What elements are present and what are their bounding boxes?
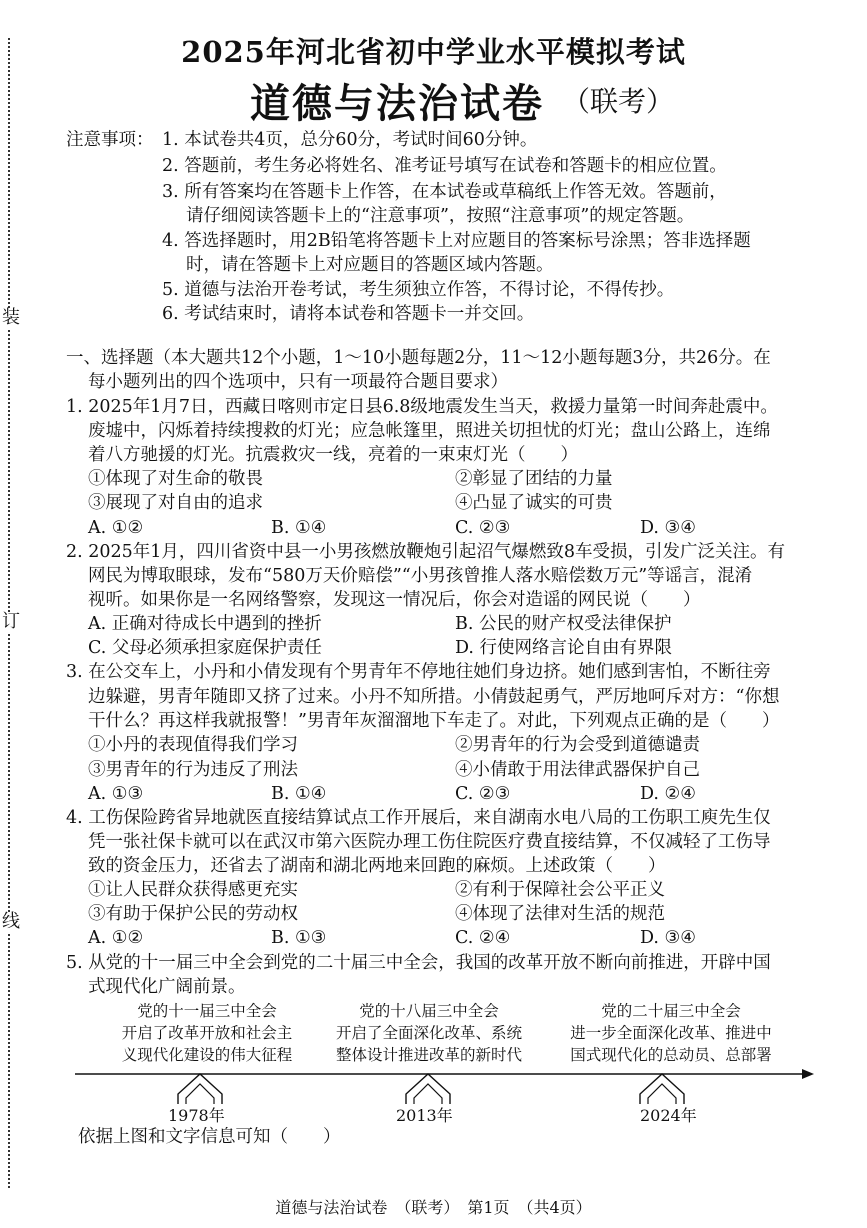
notice-line-5: 5. 道德与法治开卷考试，考生须独立作答，不得讨论，不得传抄。: [162, 280, 675, 300]
timeline-marker-2024-inner: [648, 1084, 676, 1104]
timeline-event-1-desc-2: 义现代化建设的伟大征程: [121, 1046, 293, 1064]
q5-stem-line-2: 式现代化广阔前景。: [88, 977, 246, 997]
q4-item-2: ②有利于保障社会公平正义: [455, 880, 665, 900]
q3-stem-line-2: 边躲避，男青年随即又挤了过来。小丹不知所措。小倩鼓起勇气，严厉地呵斥对方：“你想: [88, 687, 780, 707]
q1-item-4: ④凸显了诚实的可贵: [455, 493, 613, 513]
q2-stem-line-1: 2. 2025年1月，四川省资中县一小男孩燃放鞭炮引起沼气爆燃致8车受损，引发广泛关注。有: [66, 542, 786, 562]
exam-title: 2025年河北省初中学业水平模拟考试: [181, 35, 686, 69]
timeline-marker-2013: [406, 1074, 450, 1104]
timeline-marker-2013-inner: [414, 1084, 442, 1104]
q2-stem-line-2: 网民为博取眼球，发布“580万天价赔偿”“小男孩曾推人落水赔偿数万元”等谣言，混淆: [88, 566, 753, 586]
section-heading-cont: 每小题列出的四个选项中，只有一项最符合题目要求）: [88, 372, 508, 392]
timeline-event-3-desc-1: 进一步全面深化改革、推进中: [570, 1024, 772, 1042]
notice-label: 注意事项：: [66, 130, 154, 150]
paper-subtitle-note: （联考）: [562, 85, 675, 118]
q3-option-c: C. ②③: [455, 784, 511, 804]
notice-line-3b: 请仔细阅读答题卡上的“注意事项”，按照“注意事项”的规定答题。: [186, 206, 695, 226]
q4-stem-line-3: 致的资金压力，还省去了湖南和湖北两地来回跑的麻烦。上述政策（ ）: [88, 856, 666, 876]
q1-stem-line-1: 1. 2025年1月7日，西藏日喀则市定日县6.8级地震发生当天，救援力量第一时间奔赴震中。: [66, 397, 778, 417]
timeline-arrow-head: [802, 1069, 814, 1079]
timeline-year-2024: 2024年: [640, 1106, 697, 1125]
q1-item-2: ②彰显了团结的力量: [455, 469, 613, 489]
timeline-event-2-desc-1: 开启了全面深化改革、系统: [335, 1024, 522, 1042]
notice-line-2: 2. 答题前，考生务必将姓名、准考证号填写在试卷和答题卡的相应位置。: [162, 156, 727, 176]
q4-item-4: ④体现了法律对生活的规范: [455, 904, 665, 924]
timeline-event-1-title: 党的十一届三中全会: [137, 1002, 277, 1020]
q4-item-1: ①让人民群众获得感更充实: [88, 880, 298, 900]
q3-option-b: B. ①④: [271, 784, 327, 804]
q1-stem-line-2: 废墟中，闪烁着持续搜救的灯光；应急帐篷里，照进关切担忧的灯光；盘山公路上，连绵: [88, 421, 771, 441]
q3-item-2: ②男青年的行为会受到道德谴责: [455, 735, 700, 755]
q1-option-d: D. ③④: [640, 518, 696, 538]
q4-stem-line-2: 凭一张社保卡就可以在武汉市第六医院办理工伤住院医疗费直接结算，不仅减轻了工伤导: [88, 832, 771, 852]
q4-stem-line-1: 4. 工伤保险跨省异地就医直接结算试点工作开展后，来自湖南水电八局的工伤职工庾先生仅: [66, 808, 771, 828]
notice-line-4b: 时，请在答题卡上对应题目的答题区域内答题。: [186, 255, 554, 275]
section-heading: 一、选择题（本大题共12个小题，1～10小题每题2分，11～12小题每题3分，共26分。在: [66, 348, 771, 368]
q2-stem-line-3: 视听。如果你是一名网络警察，发现这一情况后，你会对造谣的网民说（ ）: [88, 590, 701, 610]
q3-option-d: D. ②④: [640, 784, 696, 804]
binding-char-zhuang: 装: [2, 307, 20, 328]
timeline-year-1978: 1978年: [168, 1106, 225, 1125]
q1-item-1: ①体现了对生命的敬畏: [88, 469, 263, 489]
q4-item-3: ③有助于保护公民的劳动权: [88, 904, 298, 924]
timeline-marker-1978-inner: [186, 1084, 214, 1104]
timeline-event-3-desc-2: 国式现代化的总动员、总部署: [570, 1046, 772, 1064]
q2-option-d: D. 行使网络言论自由有界限: [455, 638, 673, 658]
timeline-event-2-desc-2: 整体设计推进改革的新时代: [335, 1046, 522, 1064]
page-footer: 道德与法治试卷 （联考） 第1页 （共4页）: [275, 1198, 592, 1217]
timeline-marker-2024: [640, 1074, 684, 1104]
q4-option-c: C. ②④: [455, 928, 511, 948]
binding-char-xian: 线: [2, 911, 20, 932]
q5-prompt: 依据上图和文字信息可知（ ）: [78, 1127, 341, 1147]
q1-option-a: A. ①②: [88, 518, 144, 538]
q5-stem-line-1: 5. 从党的十一届三中全会到党的二十届三中全会，我国的改革开放不断向前推进，开辟中国: [66, 953, 771, 973]
q2-option-a: A. 正确对待成长中遇到的挫折: [88, 614, 322, 634]
timeline-event-2-title: 党的十八届三中全会: [359, 1002, 499, 1020]
notice-line-6: 6. 考试结束时，请将本试卷和答题卡一并交回。: [162, 304, 535, 324]
notice-line-1: 1. 本试卷共4页，总分60分，考试时间60分钟。: [162, 130, 538, 150]
q3-item-1: ①小丹的表现值得我们学习: [88, 735, 298, 755]
q3-item-3: ③男青年的行为违反了刑法: [88, 760, 298, 780]
binding-char-ding: 订: [2, 611, 20, 632]
q2-option-b: B. 公民的财产权受法律保护: [455, 614, 672, 634]
q1-stem-line-3: 着八方驰援的灯光。抗震救灾一线，亮着的一束束灯光（ ）: [88, 445, 578, 465]
timeline-marker-1978: [178, 1074, 222, 1104]
q3-option-a: A. ①③: [88, 784, 144, 804]
q1-item-3: ③展现了对自由的追求: [88, 493, 263, 513]
q4-option-b: B. ①③: [271, 928, 327, 948]
timeline-year-2013: 2013年: [396, 1106, 453, 1125]
q1-option-b: B. ①④: [271, 518, 327, 538]
timeline-event-1-desc-1: 开启了改革开放和社会主: [121, 1024, 293, 1042]
q2-option-c: C. 父母必须承担家庭保护责任: [88, 638, 322, 658]
q3-stem-line-1: 3. 在公交车上，小丹和小倩发现有个男青年不停地往她们身边挤。她们感到害怕，不断往旁: [66, 662, 771, 682]
q1-option-c: C. ②③: [455, 518, 511, 538]
timeline-diagram: [70, 1000, 820, 1110]
q4-option-a: A. ①②: [88, 928, 144, 948]
q3-stem-line-3: 干什么？再这样我就报警！”男青年灰溜溜地下车走了。对此，下列观点正确的是（ ）: [88, 711, 780, 731]
notice-line-3: 3. 所有答案均在答题卡上作答，在本试卷或草稿纸上作答无效。答题前，: [162, 182, 727, 202]
q4-option-d: D. ③④: [640, 928, 696, 948]
notice-line-4: 4. 答选择题时，用2B铅笔将答题卡上对应题目的答案标号涂黑；答非选择题: [162, 231, 751, 251]
paper-subtitle: 道德与法治试卷: [250, 80, 544, 127]
timeline-event-3-title: 党的二十届三中全会: [601, 1002, 741, 1020]
q3-item-4: ④小倩敢于用法律武器保护自己: [455, 760, 700, 780]
